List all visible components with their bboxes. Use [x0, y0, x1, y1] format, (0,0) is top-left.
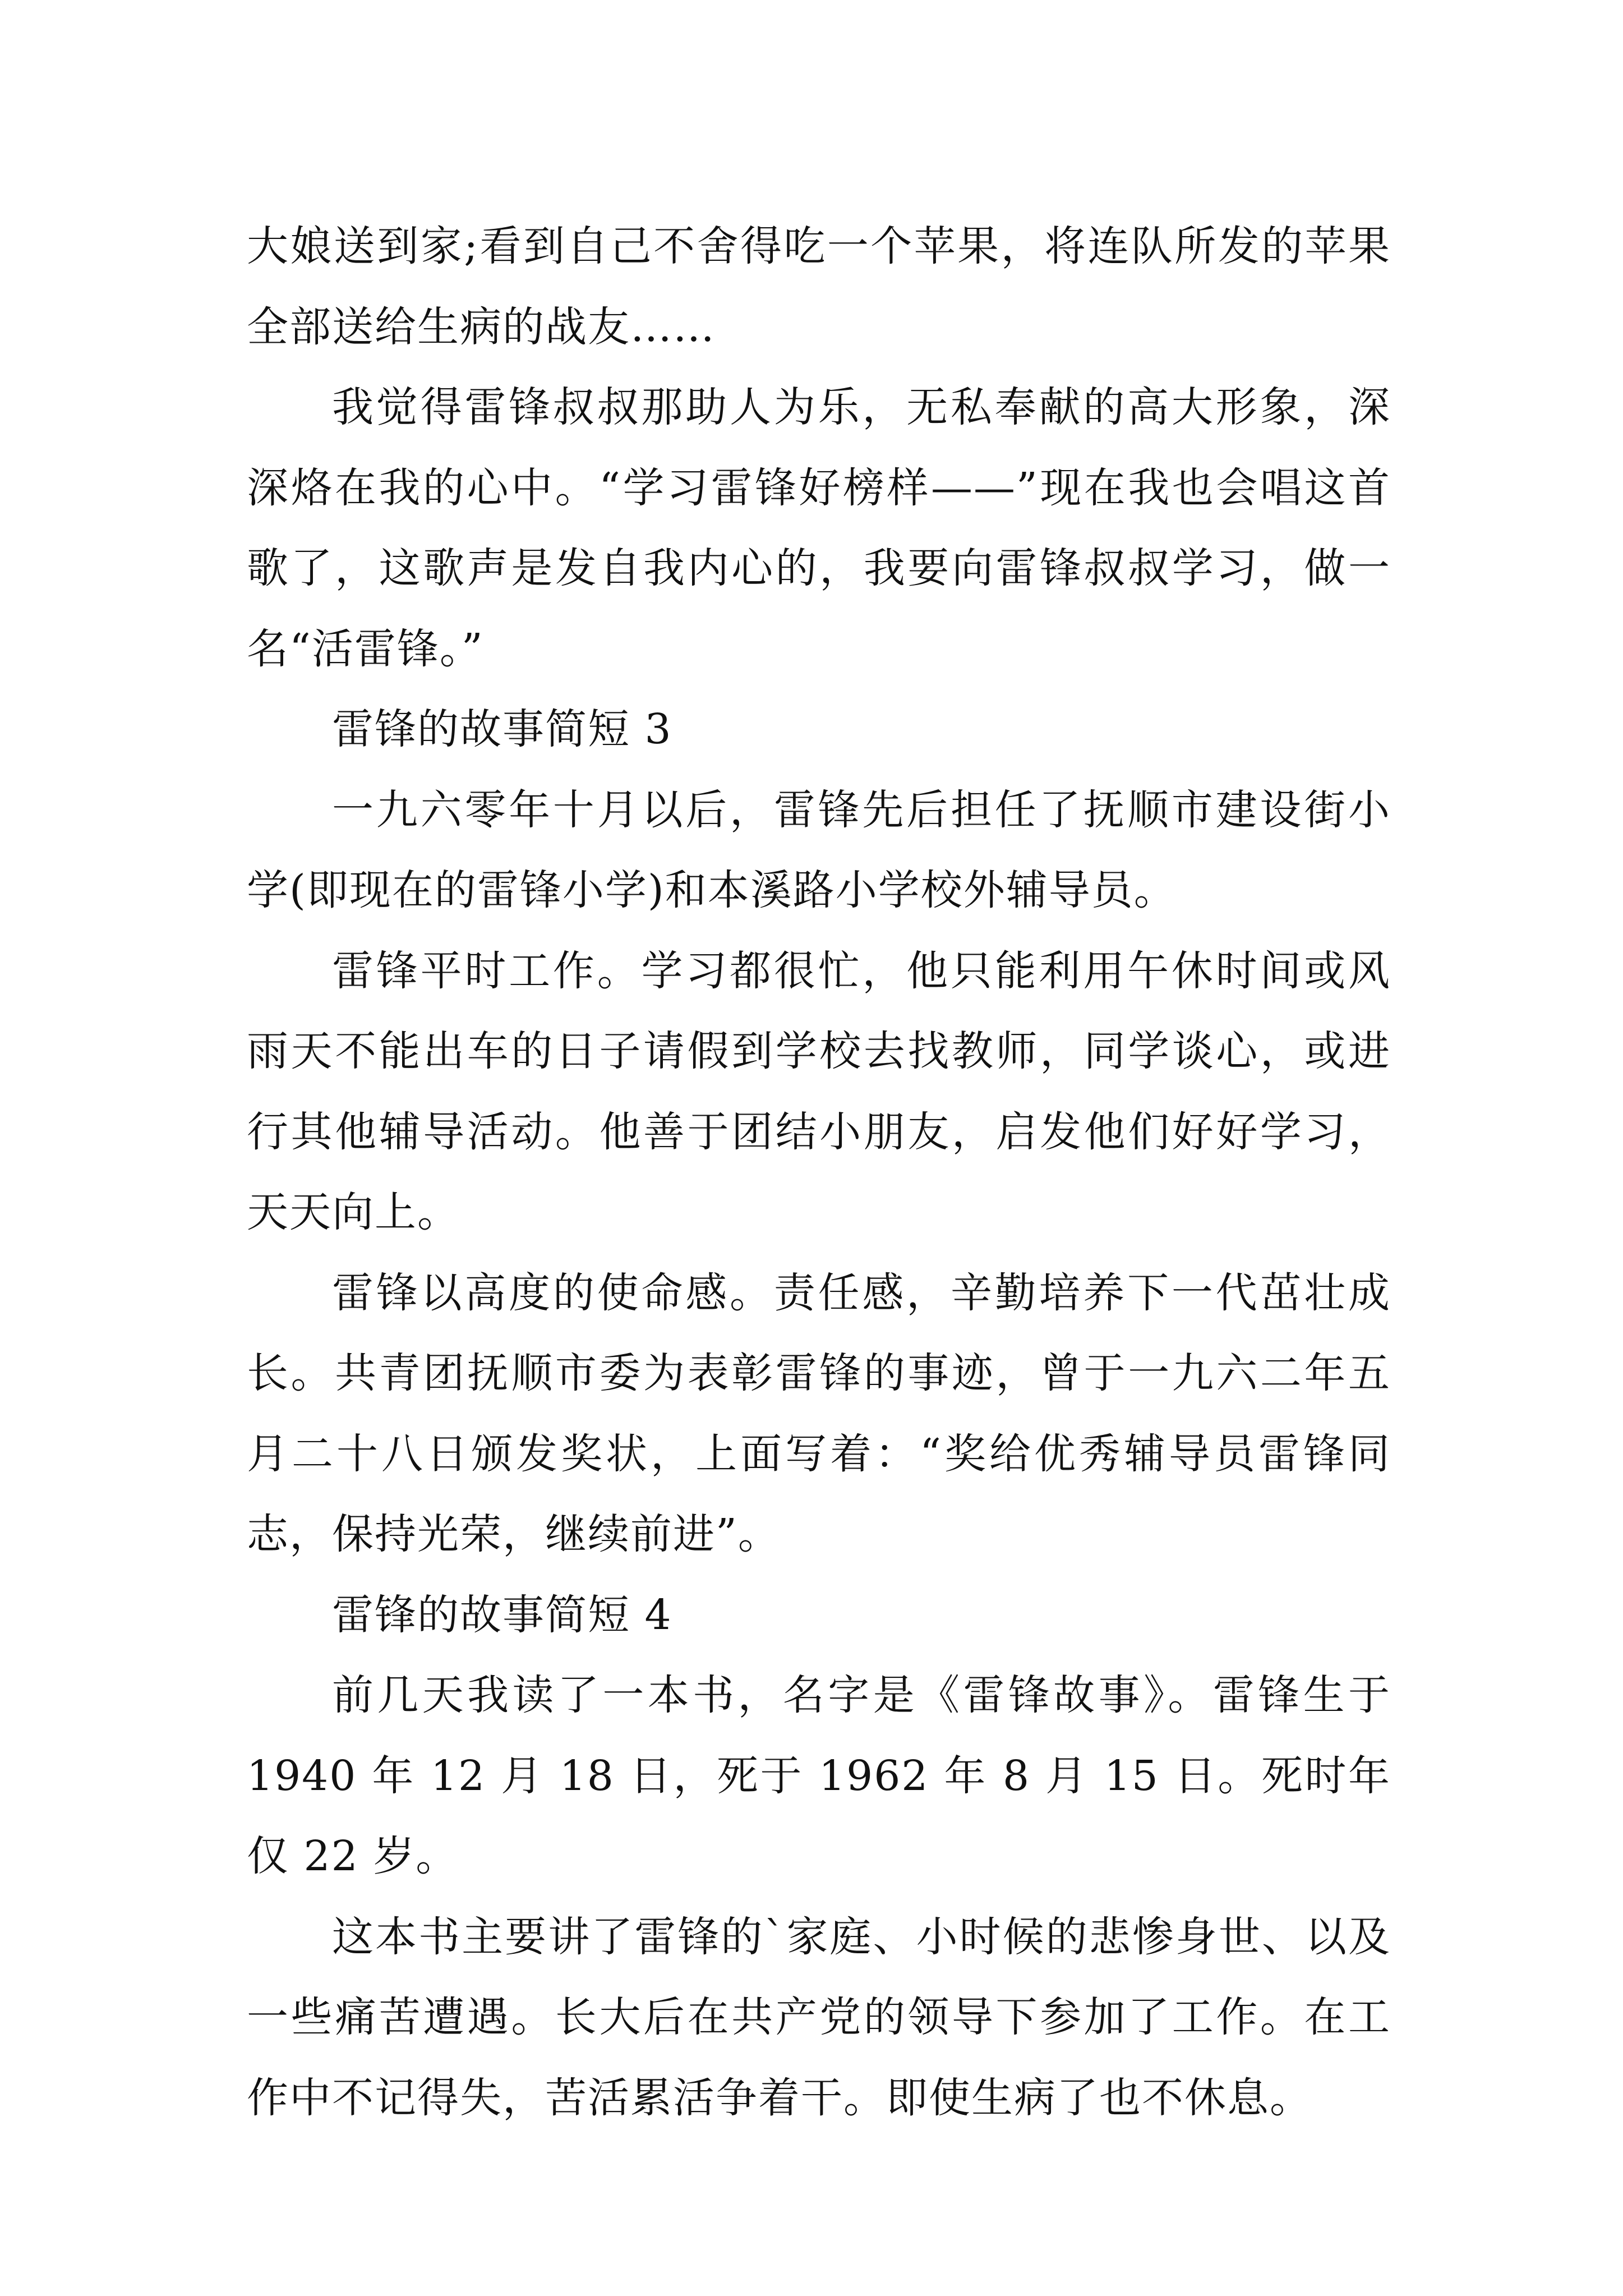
paragraph: 雷锋以高度的使命感。责任感，辛勤培养下一代茁壮成长。共青团抚顺市委为表彰雷锋的事迹，曾于一九六二年五月二十八日颁发奖状，上面写着：“奖给优秀辅导员雷锋同志，保持光荣，继续前进”。 [247, 1268, 1391, 1558]
paragraph-continuation: 大娘送到家;看到自己不舍得吃一个苹果，将连队所发的苹果全部送给生病的战友…… [247, 222, 1391, 351]
document-body [247, 206, 1391, 2138]
section-heading: 雷锋的故事简短 3 [332, 705, 672, 753]
section-heading: 雷锋的故事简短 4 [332, 1590, 672, 1639]
paragraph: 前几天我读了一本书，名字是《雷锋故事》。雷锋生于 1940 年 12 月 18 日，死于 1962 年 8 月 15 日。死时年仅 22 岁。 [247, 1671, 1391, 1880]
paragraph: 我觉得雷锋叔叔那助人为乐，无私奉献的高大形象，深深烙在我的心中。“学习雷锋好榜样——”现在我也会唱这首歌了，这歌声是发自我内心的，我要向雷锋叔叔学习，做一名“活雷锋。” [247, 383, 1391, 673]
paragraph: 雷锋平时工作。学习都很忙，他只能利用午休时间或风雨天不能出车的日子请假到学校去找教师，同学谈心，或进行其他辅导活动。他善于团结小朋友，启发他们好好学习，天天向上。 [247, 946, 1391, 1236]
paragraph: 一九六零年十月以后，雷锋先后担任了抚顺市建设街小学(即现在的雷锋小学)和本溪路小学校外辅导员。 [247, 785, 1391, 914]
paragraph: 这本书主要讲了雷锋的`家庭、小时候的悲惨身世、以及一些痛苦遭遇。长大后在共产党的领导下参加了工作。在工作中不记得失，苦活累活争着干。即使生病了也不休息。 [247, 1912, 1391, 2122]
